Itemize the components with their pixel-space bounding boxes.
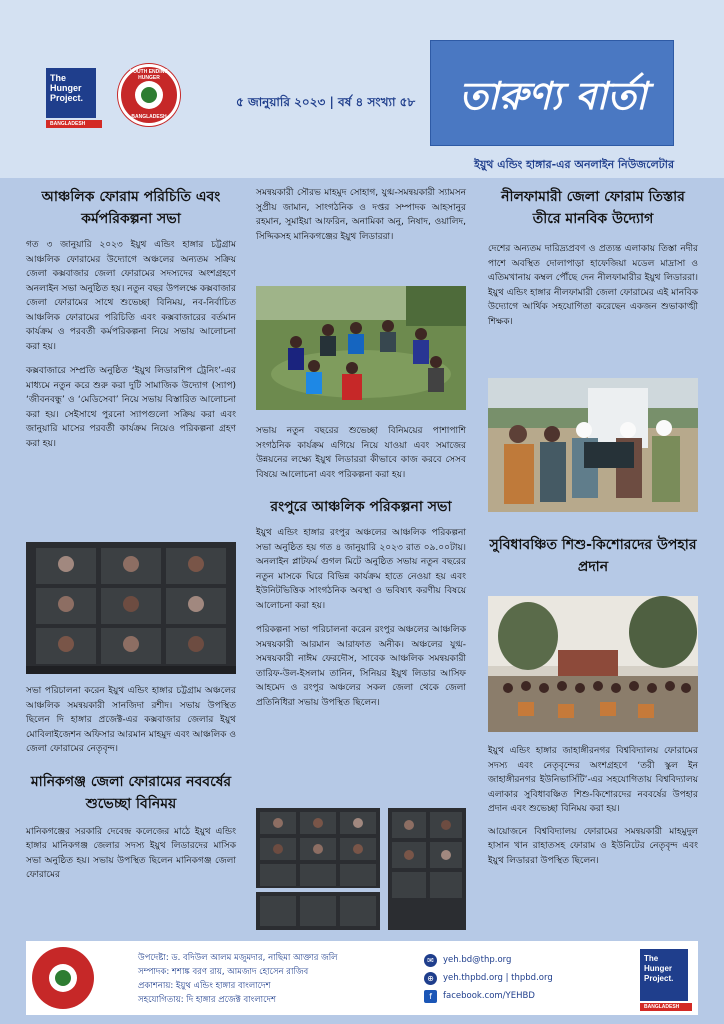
- logo-ring-text: BANGLADESH: [131, 114, 167, 120]
- outdoor-meeting-photo: [256, 286, 466, 410]
- article-paragraph: কক্সবাজারে সম্প্রতি অনুষ্ঠিত ‘ইয়ুথ লিডারশিপ ট্রেনিং’-এর মাধ্যমে নতুন করে শুরু করা দুটি সামাজিক উদ্যোগ (স্যাপ) ‘জীবনবন্ধু’ ও ‘মেডিসেবা’ নিয়ে সভায় বিস্তারিত আলোচনা করা হয়। সেইসাথে পুরনো স্যাপগুলো সক্রিয় করা এবং জানুয়ারি মাসের পরবর্তী কার্যক্রম নিয়েও পরিকল্পনা গ্রহণ করা হয়।: [26, 366, 236, 449]
- the-hunger-project-logo: [46, 68, 96, 127]
- email-row[interactable]: [424, 951, 624, 969]
- column-right-mid: [488, 534, 698, 578]
- globe-icon: ⊕: [424, 972, 437, 985]
- newsletter-tagline: ইয়ুথ এন্ডিং হাঙ্গার-এর অনলাইন নিউজলেটার: [474, 158, 674, 171]
- column-left-lower: [26, 684, 236, 883]
- logo-text: The: [50, 73, 67, 83]
- video-call-screenshot: [256, 804, 466, 930]
- logo-text: Project.: [644, 974, 674, 983]
- credits: [138, 951, 408, 1007]
- article-title: রংপুরে আঞ্চলিক পরিকল্পনা সভা: [270, 499, 452, 515]
- article-paragraph: দেশের অন্যতম দারিদ্র্যপ্রবণ ও প্রত্যন্ত এলাকায় তিস্তা নদীর পাশে অবস্থিত দোলাপাড়া হাফেজিয়া মডেল মাদ্রাসা ও এতিমখানায় কম্বল পৌঁছে দেন নীলফামারীর ইয়ুথ লিডাররা। ইয়ুথ এন্ডিং হাঙ্গার নীলফামারী জেলা ফোরামের এই মানবিক উদ্যোগে আর্থিক সহযোগিতা করেছেন একজন শুভাকাঙ্খী শিক্ষক।: [488, 244, 698, 327]
- logo-text: Hunger: [644, 964, 672, 973]
- contact-info: [424, 951, 624, 1005]
- article-title: মানিকগঞ্জ জেলা ফোরামের নববর্ষের শুভেচ্ছা বিনিময়: [30, 773, 232, 812]
- article-paragraph: পরিকল্পনা সভা পরিচালনা করেন রংপুর অঞ্চলের আঞ্চলিক সমন্বয়কারী আরমান আরাফাত অনীক। অঞ্চলের যুগ্ম-সমন্বয়কারী নাঈম ফেরদৌস, সাবেক আঞ্চলিক সমন্বয়কারী তারিফ-উল-ইসলাম তানিন, সিনিয়র ইয়ুথ লিডার আসিফ আহমেদ ও রংপুর অঞ্চলের সকল জেলা থেকে জেলা প্রতিনিধিরা সভায় উপস্থিত ছিলেন।: [256, 625, 466, 708]
- logo-text: Hunger: [50, 83, 82, 93]
- the-hunger-project-logo: [640, 949, 688, 1010]
- youth-ending-hunger-logo: [32, 947, 94, 1009]
- newsletter-title: তারুণ্য বার্তা: [459, 74, 647, 118]
- credit-line: সম্পাদক: শশাঙ্ক বরণ রায়, আমজাদ হোসেন রাজিব: [138, 967, 309, 977]
- bangladesh-map-icon: [135, 81, 163, 109]
- website-link[interactable]: yeh.thpbd.org | thpbd.org: [443, 973, 553, 983]
- article-title: সুবিধাবঞ্চিত শিশু-কিশোরদের উপহার প্রদান: [489, 537, 697, 575]
- article-paragraph: মানিকগঞ্জের সরকারি দেবেন্দ্র কলেজের মাঠে ইয়ুথ এন্ডিং হাঙ্গার মানিকগঞ্জ জেলার সদস্য ইয়ুথ লিডারদের মাসিক সভা অনুষ্ঠিত হয়। সভায় উপস্থিত ছিলেন মানিকগঞ্জ জেলা ফোরামের: [26, 826, 236, 880]
- credit-line: প্রকাশনায়: ইয়ুথ এন্ডিং হাঙ্গার বাংলাদেশ: [138, 981, 271, 991]
- article-paragraph: সভা পরিচালনা করেন ইয়ুথ এন্ডিং হাঙ্গার চট্টগ্রাম অঞ্চলের আঞ্চলিক সমন্বয়কারী সানজিদা রশীদ। সভায় উপস্থিত ছিলেন দি হাঙ্গার প্রজেক্ট-এর কক্সবাজার জেলার ইয়ুথ মোবিলাইজেশন অফিসার আরমান মাহমুদ এবং আঞ্চলিক ও জেলা ফোরামের নেতৃবৃন্দ।: [26, 686, 236, 754]
- column-right-lower: [488, 744, 698, 868]
- column-left: [26, 186, 236, 451]
- logo-tag: BANGLADESH: [46, 120, 102, 128]
- masthead: [430, 40, 674, 146]
- footer: [26, 941, 698, 1015]
- logo-tag: BANGLADESH: [640, 1003, 692, 1011]
- logo-text: The: [644, 954, 659, 963]
- article-paragraph: সভায় নতুন বছরের শুভেচ্ছা বিনিময়ের পাশাপাশি সংগঠনিক কার্যক্রম এগিয়ে নিয়ে যাওয়া এবং সমাজের উন্নয়নের লক্ষ্যে ইয়ুথ লিডাররা কীভাবে কাজ করবে সেসব বিষয়ে আলোচনা এবং পরিকল্পনা করা হয়।: [256, 426, 466, 480]
- bangladesh-map-icon: [49, 964, 77, 992]
- issue-dateline: ৫ জানুয়ারি ২০২৩ | বর্ষ ৪ সংখ্যা ৫৮: [236, 95, 416, 109]
- article-paragraph: গত ৩ জানুয়ারি ২০২৩ ইয়ুথ এন্ডিং হাঙ্গার চট্টগ্রাম আঞ্চলিক ফোরামের উদ্যোগে অঞ্চলের অন্যতম সক্রিয় জেলা কক্সবাজার জেলা ফোরামের সদস্যদের অংশগ্রহণে অনলাইন সভা অনুষ্ঠিত হয়। নতুন বছর উপলক্ষে কক্সবাজার জেলা ফোরামের সাথে শুভেচ্ছা বিনিময়, নব-নির্বাচিত আঞ্চলিক ফোরামের পরিচিতি এবং কক্সবাজারের বর্তমান কার্যক্রম ও পরবর্তী কর্মপরিকল্পনা নিয়ে সভায় আলোচনা করা হয়।: [26, 240, 236, 352]
- article-paragraph: সমন্বয়কারী সৌরভ মাহমুদ সোহাগ, যুগ্ম-সমন্বয়কারী স্যামসন সুপ্রীয় জামান, সাংগঠনিক ও দপ্তর সম্পাদক আহসানুর রহমান, সুমাইয়া আফরিন, অনামিকা অনু, নিষাদ, ওয়ালিদ, সিদ্দিকসহ মানিকগঞ্জের ইয়ুথ লিডাররা।: [256, 188, 466, 242]
- logo-text: Project.: [50, 93, 84, 103]
- article-paragraph: ইয়ুথ এন্ডিং হাঙ্গার জাহাঙ্গীরনগর বিশ্ববিদ্যালয় ফোরামের সদস্য এবং নেতৃবৃন্দের অংশগ্রহণে ‘তরী স্কুল ইন জাহাঙ্গীরনগর ইউনিভার্সিটি’-এর সহযোগিতায় বিশ্ববিদ্যালয় এলাকার সুবিধাবঞ্চিত শিশু-কিশোরদের নববর্ষের উপহার প্রদান এবং শুভেচ্ছা বিনিময় করা হয়।: [488, 746, 698, 814]
- logo-ring-text: YOUTH ENDING HUNGER: [129, 69, 169, 81]
- children-gift-photo: [488, 596, 698, 732]
- credit-line: উপদেষ্টা: ড. বদিউল আলম মজুমদার, নাছিমা আক্তার জলি: [138, 953, 338, 963]
- facebook-icon: f: [424, 990, 437, 1003]
- header: [0, 0, 724, 178]
- article-paragraph: ইয়ুথ এন্ডিং হাঙ্গার রংপুর অঞ্চলের আঞ্চলিক পরিকল্পনা সভা অনুষ্ঠিত হয় গত ৪ জানুয়ারি ২০২৩ রাত ০৯.০০টায়। অনলাইন প্লাটফর্ম গুগল মিটে অনুষ্ঠিত সভায় নতুন বছরের নতুন মাসকে ঘিরে বিভিন্ন কার্যক্রম হাতে নেওয়া হয় এবং ইউনিটভিত্তিক সাংগঠনিক অবস্থা ও ভবিষ্যৎ করণীয় বিষয়ে আলোচনা করা হয়।: [256, 528, 466, 611]
- credit-line: সহযোগিতায়: দি হাঙ্গার প্রজেক্ট বাংলাদেশ: [138, 995, 277, 1005]
- article-title: নীলফামারী জেলা ফোরাম তিস্তার তীরে মানবিক উদ্যোগ: [501, 189, 685, 227]
- article-title: আঞ্চলিক ফোরাম পরিচিতি এবং কর্মপরিকল্পনা সভা: [41, 189, 221, 227]
- facebook-link[interactable]: facebook.com/YEHBD: [443, 991, 535, 1001]
- email-link[interactable]: yeh.bd@thp.org: [443, 955, 512, 965]
- blanket-distribution-photo: [488, 378, 698, 512]
- video-call-screenshot: [26, 542, 236, 674]
- column-middle: [256, 186, 466, 244]
- website-row[interactable]: [424, 969, 624, 987]
- article-paragraph: আয়োজনে বিশ্ববিদ্যালয় ফোরামের সমন্বয়কারী মাহমুদুল হাসান খান রাহাতসহ ফোরাম ও ইউনিটের নেতৃবৃন্দ এবং ইয়ুথ লিডাররা উপস্থিত ছিলেন।: [488, 826, 698, 866]
- youth-ending-hunger-logo: [118, 64, 180, 126]
- column-right: [488, 186, 698, 329]
- email-icon: ✉: [424, 954, 437, 967]
- facebook-row[interactable]: [424, 987, 624, 1005]
- column-middle-lower: [256, 424, 466, 710]
